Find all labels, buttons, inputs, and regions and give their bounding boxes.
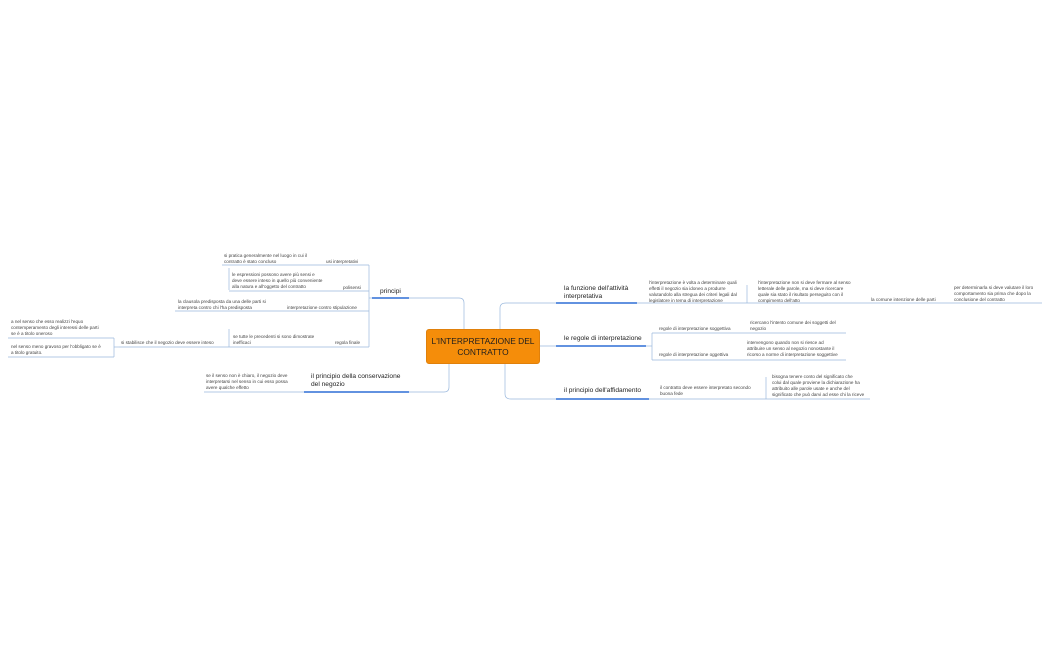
label-usi-interpretativi[interactable]: usi interpretativi <box>326 259 359 264</box>
text-conservazione[interactable]: se il senso non è chiaro, il negozio deve interpretarsi nel senso in cui esso possa avere qualche effetto <box>206 373 288 390</box>
topic-principi[interactable]: principi <box>380 288 401 295</box>
label-comune-intenzione[interactable]: la comune intenzione delle parti <box>871 297 936 302</box>
label-polisensi[interactable]: polisensi <box>343 285 361 290</box>
topic-affidamento[interactable]: il principio dell'affidamento <box>564 387 642 394</box>
topic-regole[interactable]: le regole di interpretazione <box>564 335 642 342</box>
text-affidamento-1[interactable]: il contratto deve essere interpretato secondo buona fede <box>660 385 751 396</box>
text-polisensi[interactable]: le espressioni possono avere più sensi e deve essere inteso in quello più conveniente alla natura e all'oggetto del contratto <box>232 272 323 289</box>
topic-funzione[interactable]: la funzione dell'attività interpretativa <box>564 285 629 301</box>
label-contro-stipulazione[interactable]: interpretazione contro stipulazione <box>287 305 357 310</box>
label-regole-oggettiva[interactable]: regole di interpretazione oggettiva <box>659 352 729 357</box>
text-funzione-2[interactable]: l'interpretazione non si deve fermare al senso letterale delle parole, ma si deve ricercare quale sia stato il risultato perseguito con il compimento dell'atto <box>758 280 851 303</box>
text-funzione-1[interactable]: l'interpretazione è volta a determinare quali effetti il negozio sia idoneo a produrre valutandolo alla stregua dei criteri legali dal legislatore in tema di interpretazione <box>649 280 737 303</box>
text-comune-intenzione[interactable]: per determinarla si deve valutare il loro comportamento sia prima che dopo la conclusione del contratto <box>954 285 1034 302</box>
text-titolo-oneroso[interactable]: a nel senso che esso realizzi l'equo contemperamento degli interessi delle parti se è a titolo oneroso <box>11 319 99 336</box>
text-affidamento-2[interactable]: bisogna tenere conto del significato che colui dal quale proviene la dichiarazione ha attribuito alle parole usate e anche del significato che può darvi ad esse chi la riceve <box>772 374 865 397</box>
text-regola-finale[interactable]: se tutte le precedenti si sono dimostrate inefficaci <box>233 334 315 345</box>
text-titolo-gratuito[interactable]: nel senso meno gravoso per l'obbligato se è a titolo gratuito. <box>11 344 101 355</box>
topic-conservazione[interactable]: il principio della conservazione del negozio <box>311 373 401 389</box>
text-contro-stipulazione[interactable]: la clausola predisposta da una delle parti si interpreta contro chi l'ha predisposta <box>178 299 266 310</box>
text-regole-oggettiva[interactable]: intervengono quando non si riesce ad attribuire un senso al negozio nonostante il ricorso a norme di interpretazione soggettive <box>747 340 838 357</box>
root-topic[interactable]: L'INTERPRETAZIONE DEL CONTRATTO <box>426 329 540 364</box>
label-regola-finale[interactable]: regola finale <box>335 340 361 345</box>
text-usi-interpretativi[interactable]: si pratica generalmente nel luogo in cui il contratto è stato concluso <box>224 253 307 264</box>
label-si-stabilisce[interactable]: si stabilisce che il negozio deve essere inteso <box>121 340 214 345</box>
text-regole-soggettiva[interactable]: ricercano l'intento comune dei soggetti del negozio <box>750 320 836 331</box>
label-regole-soggettiva[interactable]: regole di interpretazione soggettiva <box>659 326 731 331</box>
